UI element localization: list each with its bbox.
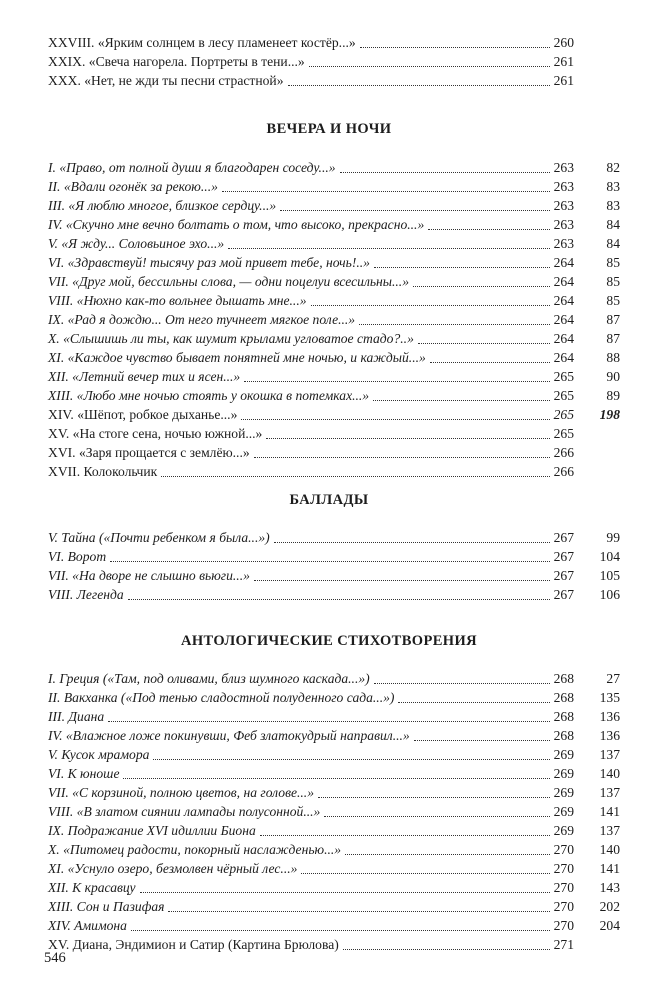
toc-entry <box>44 821 620 840</box>
entry-page: 270 <box>553 899 574 914</box>
entry-page: 263 <box>553 236 574 251</box>
dot-leader <box>123 777 550 779</box>
entry-title: XII. К красавцу <box>48 880 136 895</box>
toc-entry <box>44 158 620 177</box>
entry-page: 265 <box>553 369 574 384</box>
entry-title: I. «Право, от полной души я благодарен соседу...» <box>48 160 336 175</box>
entry-ref-page: 141 <box>599 861 620 876</box>
entry-ref-page: 204 <box>599 918 620 933</box>
entry-page: 265 <box>553 426 574 441</box>
toc-entry <box>44 547 620 566</box>
entry-title: VI. «Здравствуй! тысячу раз мой привет тебе, ночь!..» <box>48 255 370 270</box>
entry-ref-page: 141 <box>599 804 620 819</box>
toc-entry <box>44 253 620 272</box>
toc-entry <box>44 878 620 897</box>
entry-page: 261 <box>553 54 574 69</box>
dot-leader <box>398 701 550 703</box>
entry-ref-page: 136 <box>599 728 620 743</box>
entry-page: 266 <box>553 464 574 479</box>
dot-leader <box>340 171 550 173</box>
entry-title: V. Кусок мрамора <box>48 747 150 762</box>
toc-entry <box>44 859 620 878</box>
dot-leader <box>222 190 550 192</box>
toc-entry <box>44 196 620 215</box>
entry-title: VI. Ворот <box>48 549 107 564</box>
toc-entry <box>44 669 620 688</box>
entry-ref-page: 88 <box>606 350 620 365</box>
toc-entry <box>44 585 620 604</box>
dot-leader <box>153 758 550 760</box>
dot-leader <box>131 929 550 931</box>
section-title: АНТОЛОГИЧЕСКИЕ СТИХОТВОРЕНИЯ <box>180 633 478 649</box>
entry-ref-page: 104 <box>599 549 620 564</box>
toc-entry <box>44 783 620 802</box>
entry-page: 267 <box>553 568 574 583</box>
dot-leader <box>318 796 550 798</box>
dot-leader <box>374 682 550 684</box>
entry-page: 264 <box>553 255 574 270</box>
entry-title: IX. Подражание XVI идиллии Биона <box>48 823 256 838</box>
entry-page: 270 <box>553 880 574 895</box>
toc-entry <box>44 33 620 52</box>
entry-page: 265 <box>553 388 574 403</box>
entry-page: 269 <box>553 823 574 838</box>
entry-title: XII. «Летний вечер тих и ясен...» <box>48 369 241 384</box>
dot-leader <box>254 579 550 581</box>
entry-ref-page: 83 <box>606 198 620 213</box>
toc-entry-list <box>44 669 620 954</box>
toc-entry-list <box>44 158 620 481</box>
entry-title: II. Вакханка («Под тенью сладостной полуденного сада...») <box>48 690 395 705</box>
entry-ref-page: 83 <box>606 179 620 194</box>
dot-leader <box>311 304 550 306</box>
entry-page: 270 <box>553 861 574 876</box>
dot-leader <box>373 399 550 401</box>
entry-page: 268 <box>553 671 574 686</box>
toc-entry <box>44 528 620 547</box>
dot-leader <box>324 815 550 817</box>
dot-leader <box>359 323 550 325</box>
dot-leader <box>266 437 550 439</box>
entry-page: 268 <box>553 709 574 724</box>
entry-page: 260 <box>553 35 574 50</box>
toc-entry <box>44 329 620 348</box>
entry-ref-page: 85 <box>606 255 620 270</box>
entry-page: 269 <box>553 804 574 819</box>
entry-title: XI. «Каждое чувство бывает понятней мне ночью, и каждый...» <box>48 350 426 365</box>
entry-page: 263 <box>553 217 574 232</box>
section-title: БАЛЛАДЫ <box>289 492 369 508</box>
entry-title: XV. Диана, Эндимион и Сатир (Картина Брюлова) <box>48 937 339 952</box>
dot-leader <box>140 891 550 893</box>
entry-page: 265 <box>553 407 574 422</box>
entry-title: II. «Вдали огонёк за рекою...» <box>48 179 218 194</box>
dot-leader <box>430 361 550 363</box>
entry-title: VII. «На дворе не слышно вьюги...» <box>48 568 250 583</box>
dot-leader <box>301 872 550 874</box>
entry-ref-page: 143 <box>599 880 620 895</box>
dot-leader <box>260 834 550 836</box>
entry-title: VI. К юноше <box>48 766 120 781</box>
entry-title: X. «Питомец радости, покорный наслажденью...» <box>48 842 342 857</box>
toc-entry <box>44 688 620 707</box>
dot-leader <box>309 65 550 67</box>
toc-entry <box>44 840 620 859</box>
entry-page: 263 <box>553 160 574 175</box>
toc-entry <box>44 52 620 71</box>
entry-ref-page: 106 <box>599 587 620 602</box>
entry-title: XVI. «Заря прощается с землёю...» <box>48 445 250 460</box>
entry-ref-page: 90 <box>606 369 620 384</box>
entry-page: 270 <box>553 918 574 933</box>
toc-entry-list <box>44 33 620 90</box>
toc-entry <box>44 310 620 329</box>
entry-ref-page: 84 <box>606 217 620 232</box>
dot-leader <box>414 739 550 741</box>
entry-ref-page: 85 <box>606 274 620 289</box>
page-number: 546 <box>44 950 66 966</box>
entry-page: 264 <box>553 274 574 289</box>
dot-leader <box>345 853 550 855</box>
toc-entry <box>44 462 620 481</box>
entry-title: IX. «Рад я дождю... От него тучнеет мягкое поле...» <box>48 312 356 327</box>
entry-ref-page: 84 <box>606 236 620 251</box>
section-title: ВЕЧЕРА И НОЧИ <box>266 121 392 137</box>
entry-ref-page: 105 <box>599 568 620 583</box>
toc-entry <box>44 215 620 234</box>
dot-leader <box>161 475 550 477</box>
entry-ref-page: 89 <box>606 388 620 403</box>
toc-entry <box>44 897 620 916</box>
entry-ref-page: 135 <box>599 690 620 705</box>
dot-leader <box>228 247 550 249</box>
entry-ref-page: 27 <box>606 671 620 686</box>
toc-entry <box>44 405 620 424</box>
entry-page: 266 <box>553 445 574 460</box>
toc-entry <box>44 916 620 935</box>
dot-leader <box>413 285 550 287</box>
entry-title: XVII. Колокольчик <box>48 464 158 479</box>
dot-leader <box>343 948 550 950</box>
entry-page: 267 <box>553 549 574 564</box>
entry-title: XV. «На стоге сена, ночью южной...» <box>48 426 263 441</box>
entry-title: I. Греция («Там, под оливами, близ шумного каскада...») <box>48 671 370 686</box>
entry-title: X. «Слышишь ли ты, как шумит крылами угловатое стадо?..» <box>48 331 414 346</box>
entry-title: III. «Я люблю многое, близкое сердцу...» <box>48 198 277 213</box>
entry-title: VIII. «В златом сиянии лампады полусонной...» <box>48 804 321 819</box>
toc-entry <box>44 707 620 726</box>
entry-title: IV. «Скучно мне вечно болтать о том, что высоко, прекрасно...» <box>48 217 425 232</box>
toc-entry <box>44 367 620 386</box>
entry-ref-page: 137 <box>599 823 620 838</box>
entry-title: III. Диана <box>48 709 105 724</box>
entry-ref-page: 202 <box>599 899 620 914</box>
toc-entry <box>44 566 620 585</box>
toc-entry-list <box>44 528 620 604</box>
dot-leader <box>274 541 550 543</box>
entry-title: IV. «Влажное ложе покинувши, Феб златокудрый направил...» <box>48 728 410 743</box>
toc-entry <box>44 177 620 196</box>
dot-leader <box>280 209 550 211</box>
entry-title: XIV. «Шёпот, робкое дыханье...» <box>48 407 238 422</box>
entry-title: VIII. Легенда <box>48 587 124 602</box>
toc-entry <box>44 348 620 367</box>
toc-entry <box>44 745 620 764</box>
entry-ref-page: 136 <box>599 709 620 724</box>
toc-entry <box>44 443 620 462</box>
entry-title: XI. «Уснуло озеро, безмолвен чёрный лес...» <box>48 861 298 876</box>
dot-leader <box>288 84 550 86</box>
entry-page: 264 <box>553 350 574 365</box>
entry-title: V. Тайна («Почти ребенком я была...») <box>48 530 270 545</box>
entry-title: VII. «Друг мой, бессильны слова, — одни поцелуи всесильны...» <box>48 274 409 289</box>
toc-entry <box>44 726 620 745</box>
toc-entry <box>44 424 620 443</box>
entry-page: 270 <box>553 842 574 857</box>
entry-title: V. «Я жду... Соловьиное эхо...» <box>48 236 225 251</box>
toc-entry <box>44 802 620 821</box>
dot-leader <box>428 228 550 230</box>
dot-leader <box>360 46 550 48</box>
entry-page: 263 <box>553 179 574 194</box>
entry-page: 264 <box>553 293 574 308</box>
toc-entry <box>44 764 620 783</box>
entry-page: 271 <box>553 937 574 952</box>
entry-ref-page: 140 <box>599 766 620 781</box>
entry-title: XXVIII. «Ярким солнцем в лесу пламенеет костёр...» <box>48 35 356 50</box>
entry-ref-page: 87 <box>606 312 620 327</box>
toc-entry <box>44 935 620 954</box>
entry-title: XIII. «Любо мне ночью стоять у окошка в потемках...» <box>48 388 370 403</box>
dot-leader <box>254 456 550 458</box>
entry-title: XXX. «Нет, не жди ты песни страстной» <box>48 73 284 88</box>
entry-title: XIII. Сон и Пазифая <box>48 899 165 914</box>
dot-leader <box>168 910 550 912</box>
toc-entry <box>44 234 620 253</box>
dot-leader <box>128 598 550 600</box>
dot-leader <box>418 342 550 344</box>
entry-ref-page: 87 <box>606 331 620 346</box>
entry-page: 269 <box>553 747 574 762</box>
entry-ref-page: 137 <box>599 747 620 762</box>
toc-entry <box>44 291 620 310</box>
entry-ref-page: 99 <box>606 530 620 545</box>
entry-page: 268 <box>553 728 574 743</box>
entry-title: VII. «С корзиной, полною цветов, на голове...» <box>48 785 314 800</box>
dot-leader <box>374 266 550 268</box>
entry-ref-page: 140 <box>599 842 620 857</box>
entry-page: 264 <box>553 312 574 327</box>
entry-ref-page: 137 <box>599 785 620 800</box>
entry-page: 267 <box>553 587 574 602</box>
dot-leader <box>241 418 550 420</box>
entry-ref-page: 82 <box>606 160 620 175</box>
entry-page: 269 <box>553 766 574 781</box>
entry-title: VIII. «Нюхно как-то вольнее дышать мне...» <box>48 293 307 308</box>
entry-page: 268 <box>553 690 574 705</box>
entry-page: 263 <box>553 198 574 213</box>
entry-page: 267 <box>553 530 574 545</box>
dot-leader <box>108 720 550 722</box>
entry-title: XXIX. «Свеча нагорела. Портреты в тени...» <box>48 54 305 69</box>
entry-title: XIV. Амимона <box>48 918 127 933</box>
entry-page: 264 <box>553 331 574 346</box>
entry-ref-page: 198 <box>599 407 620 422</box>
entry-page: 261 <box>553 73 574 88</box>
dot-leader <box>244 380 550 382</box>
entry-ref-page: 85 <box>606 293 620 308</box>
dot-leader <box>110 560 550 562</box>
toc-entry <box>44 71 620 90</box>
toc-entry <box>44 386 620 405</box>
entry-page: 269 <box>553 785 574 800</box>
toc-entry <box>44 272 620 291</box>
